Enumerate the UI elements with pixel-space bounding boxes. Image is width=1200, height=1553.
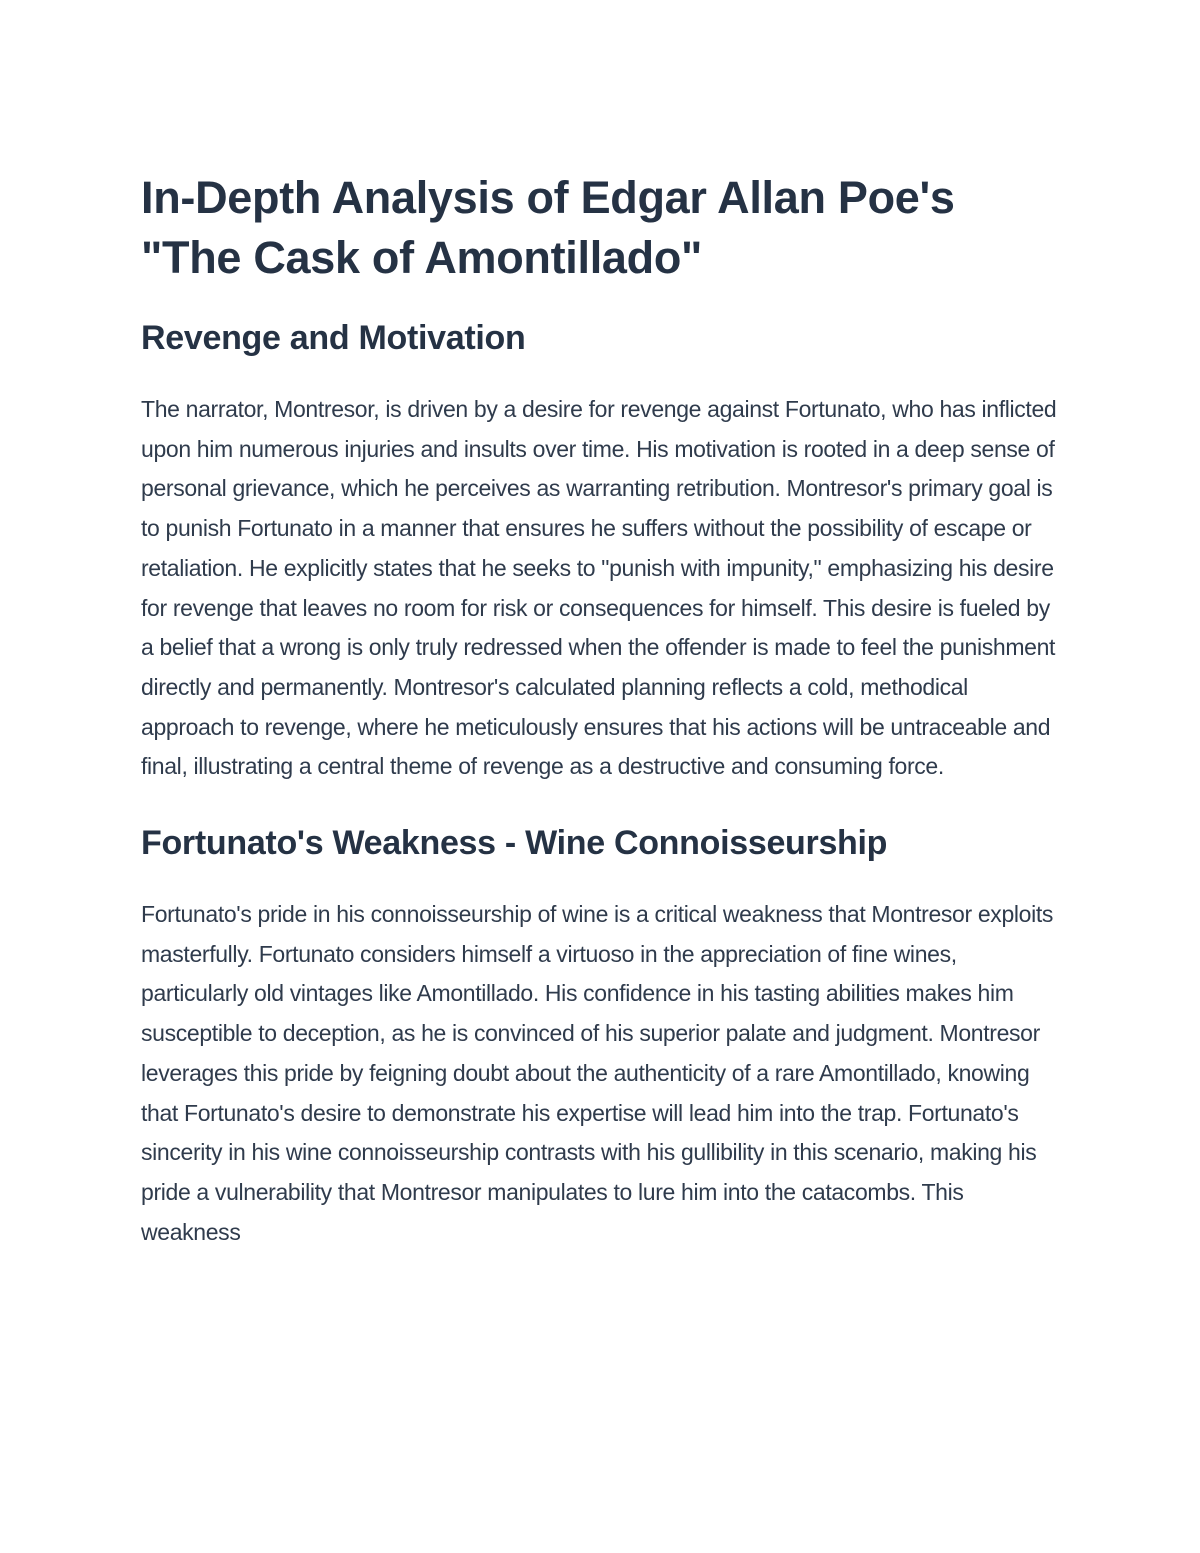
section-heading-weakness: Fortunato's Weakness - Wine Connoisseurship [141,824,888,863]
section-body-weakness: Fortunato's pride in his connoisseurship of wine is a critical weakness that Montresor exploits masterfully. Fortunato considers himself a virtuoso in the appreciation of fine wines, particularly old vintages like Amontillado. His confidence in his tasting abilities makes him susceptible to deception, as he is convinced of his superior palate and judgment. Montresor leverages this pride by feigning doubt about the authenticity of a rare Amontillado, knowing that Fortunato's desire to demonstrate his expertise will lead him into the trap. Fortunato's sincerity in his wine connoisseurship contrasts with his gullibility in this scenario, making his pride a vulnerability that Montresor manipulates to lure him into the catacombs. This weakness [141,901,1054,1245]
section-heading-revenge: Revenge and Motivation [141,319,526,357]
document-page [141,168,1066,1252]
section-body-revenge: The narrator, Montresor, is driven by a desire for revenge against Fortunato, who has inflicted upon him numerous injuries and insults over time. His motivation is rooted in a deep sense of personal grievance, which he perceives as warranting retribution. Montresor's primary goal is to punish Fortunato in a manner that ensures he suffers without the possibility of escape or retaliation. He explicitly states that he seeks to "punish with impunity," emphasizing his desire for revenge that leaves no room for risk or consequences for himself. This desire is fueled by a belief that a wrong is only truly redressed when the offender is made to feel the punishment directly and permanently. Montresor's calculated planning reflects a cold, methodical approach to revenge, where he meticulously ensures that his actions will be untraceable and final, illustrating a central theme of revenge as a destructive and consuming force. [141,396,1057,780]
document-title: In-Depth Analysis of Edgar Allan Poe's "The Cask of Amontillado" [141,172,955,283]
